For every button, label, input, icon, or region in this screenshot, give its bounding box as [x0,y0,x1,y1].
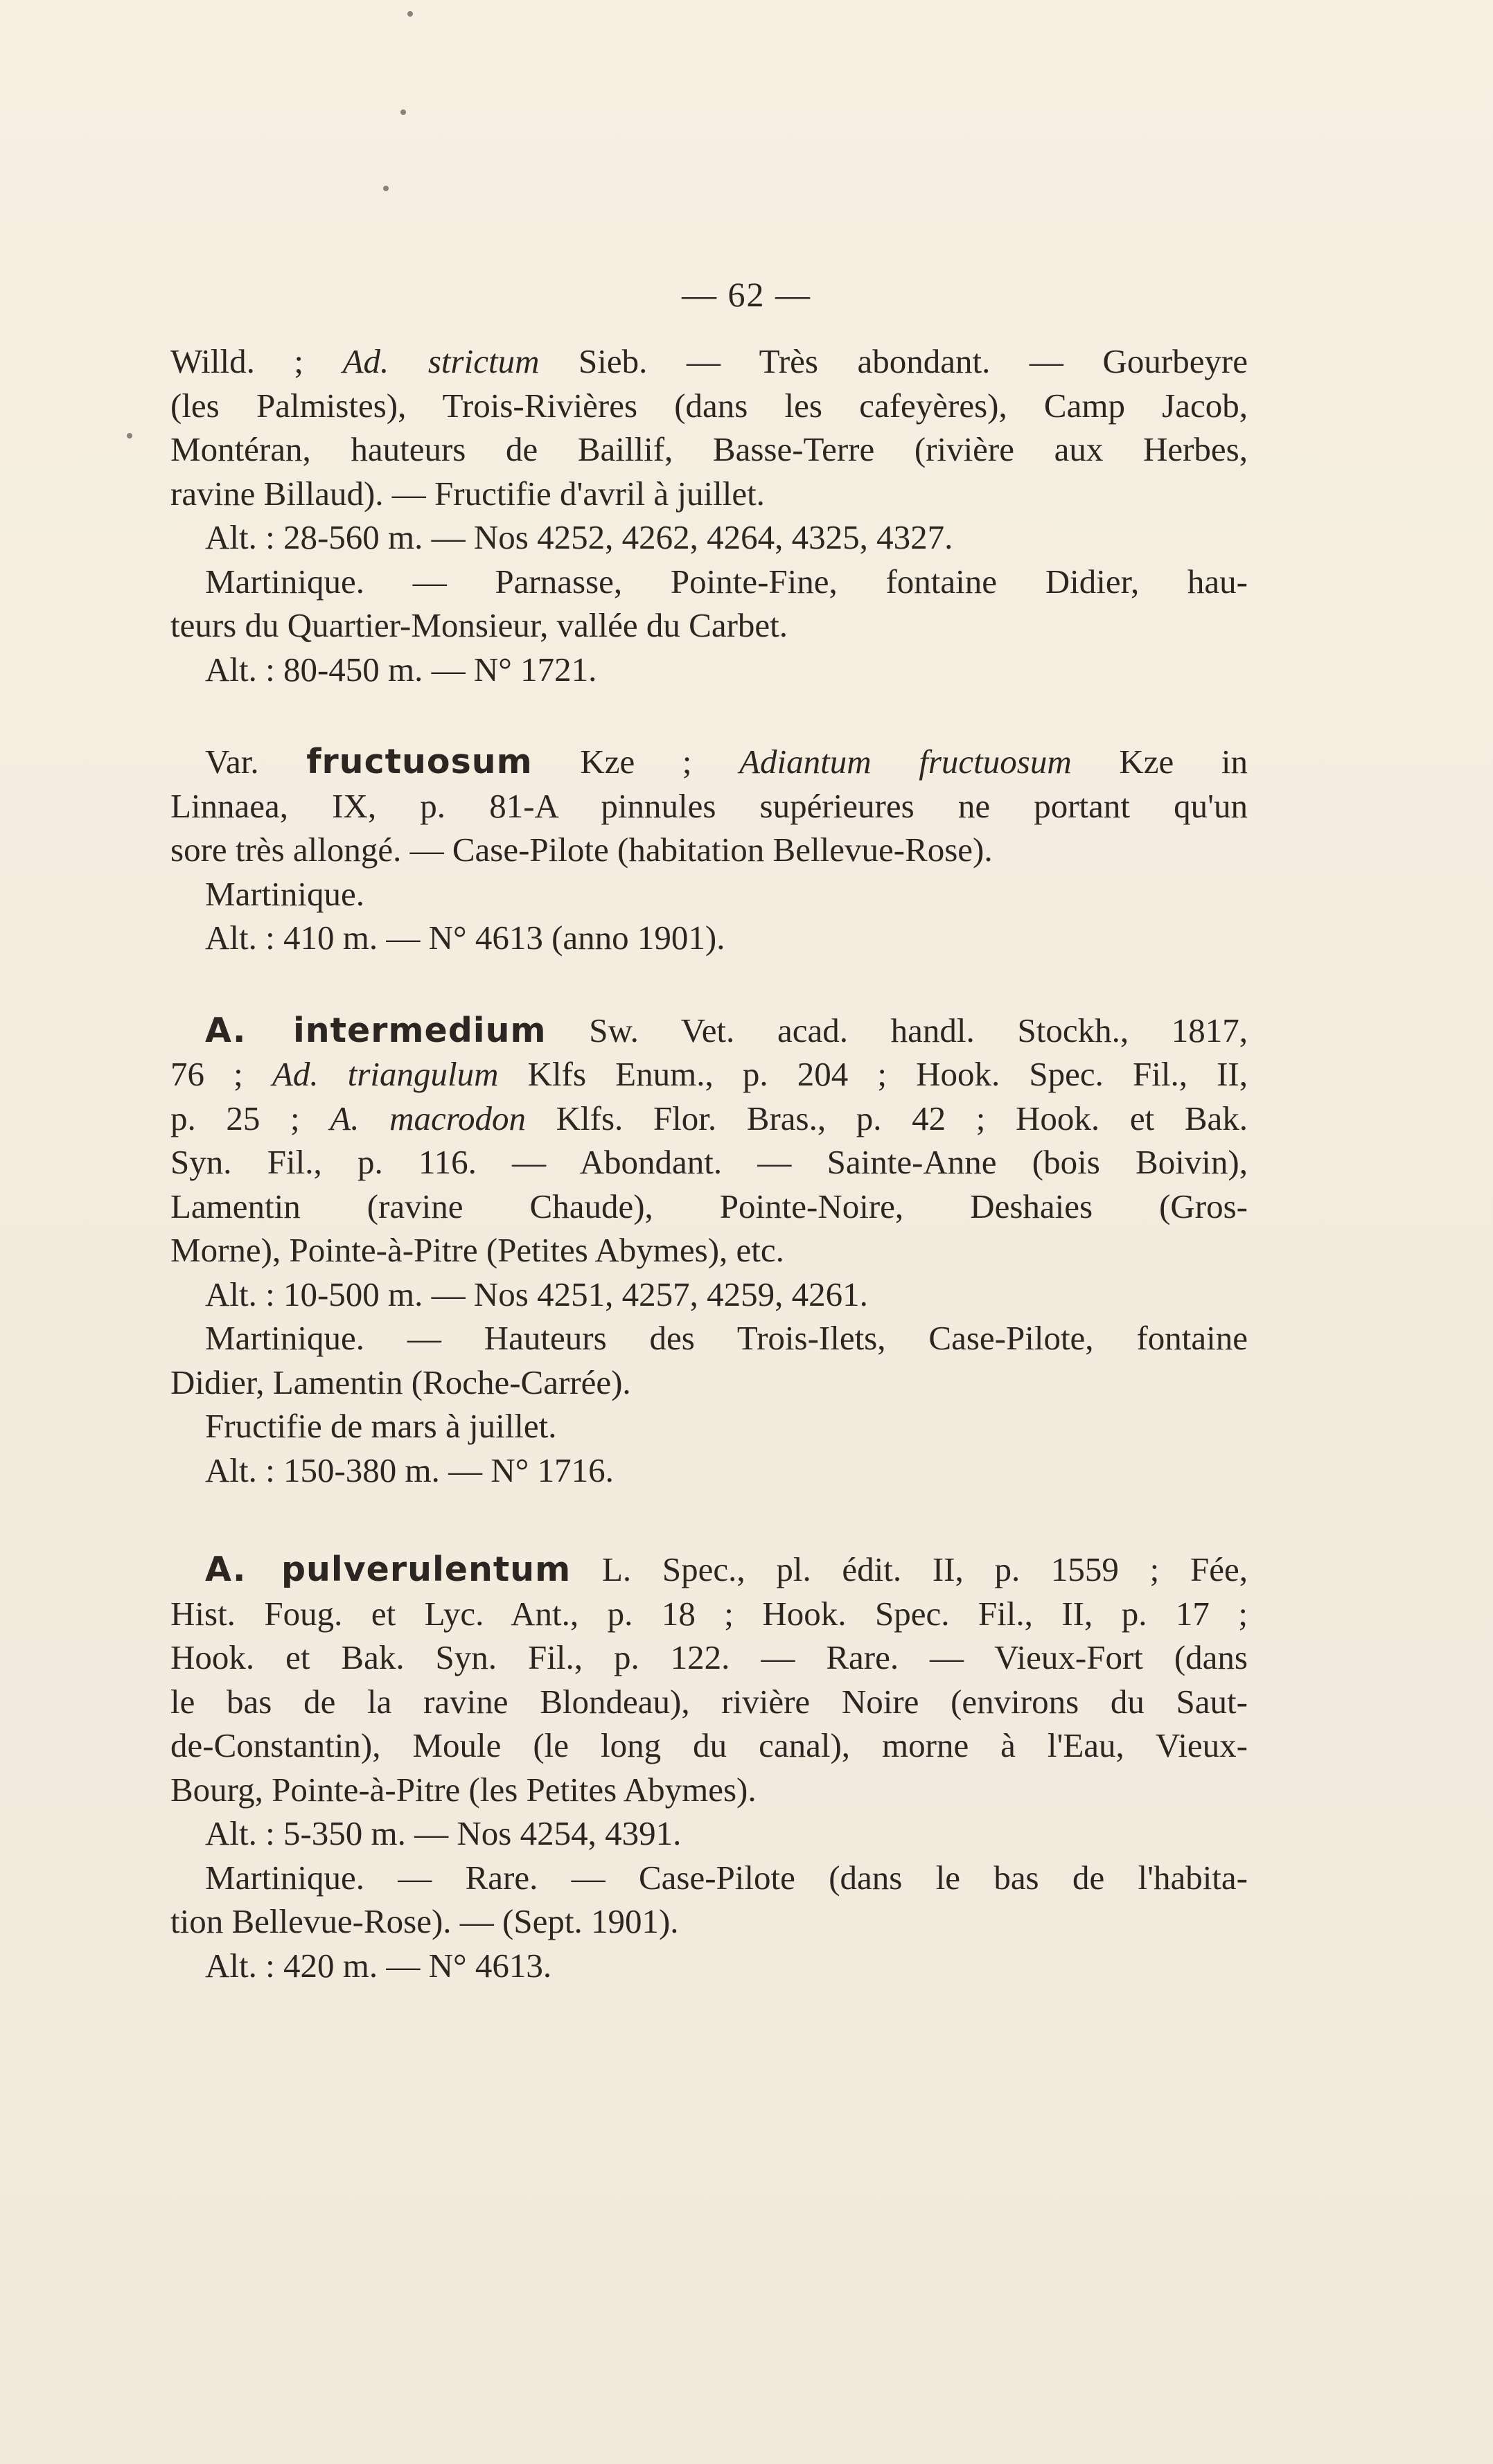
text-line: Alt. : 5-350 m. — Nos 4254, 4391. [205,1814,682,1852]
text-line: Linnaea, IX, p. 81-A pinnules supérieures ne portant qu'un [170,786,1248,825]
entry-strictum [170,339,1248,691]
spacer [170,960,1248,1009]
text-line: A. pulverulentum L. Spec., pl. édit. II, p. 1559 ; Fée, [205,1550,1248,1589]
text-line: Alt. : 80-450 m. — N° 1721. [205,650,597,689]
text-line: Alt. : 28-560 m. — Nos 4252, 4262, 4264, 4325, 4327. [205,518,953,556]
page-number: — 62 — [682,275,811,314]
text-line: Martinique. [205,874,364,913]
page-body [170,339,1248,1987]
text-line: Fructifie de mars à juillet. [205,1407,557,1445]
text-line: Martinique. — Parnasse, Pointe-Fine, fontaine Didier, hau- [205,562,1248,601]
text-line: Alt. : 420 m. — N° 4613. [205,1946,552,1985]
text-line: tion Bellevue-Rose). — (Sept. 1901). [170,1902,679,1940]
text-line: teurs du Quartier-Monsieur, vallée du Carbet. [170,606,788,644]
text-line: le bas de la ravine Blondeau), rivière Noire (environs du Saut- [170,1682,1248,1721]
entry-intermedium [170,1009,1248,1493]
text-line: Martinique. — Rare. — Case-Pilote (dans le bas de l'habita- [205,1858,1248,1897]
text-line: Alt. : 410 m. — N° 4613 (anno 1901). [205,919,725,957]
text-line: 76 ; Ad. triangulum Klfs Enum., p. 204 ; Hook. Spec. Fil., II, [170,1055,1248,1093]
speck [383,186,389,191]
text-line: Syn. Fil., p. 116. — Abondant. — Sainte-Anne (bois Boivin), [170,1143,1248,1181]
text-line: p. 25 ; A. macrodon Klfs. Flor. Bras., p. 42 ; Hook. et Bak. [170,1099,1248,1137]
text-line: Morne), Pointe-à-Pitre (Petites Abymes), etc. [170,1231,784,1269]
spacer [170,1492,1248,1548]
text-line: de-Constantin), Moule (le long du canal), morne à l'Eau, Vieux- [170,1726,1248,1764]
text-line: Didier, Lamentin (Roche-Carrée). [170,1363,631,1401]
spacer [170,691,1248,740]
text-line: (les Palmistes), Trois-Rivières (dans les cafeyères), Camp Jacob, [170,386,1248,425]
text-line: Hook. et Bak. Syn. Fil., p. 122. — Rare. — Vieux-Fort (dans [170,1638,1248,1676]
text-line: Lamentin (ravine Chaude), Pointe-Noire, Deshaies (Gros- [170,1187,1248,1225]
speck [127,433,132,438]
entry-pulverulentum [170,1548,1248,1987]
entry-fructuosum [170,740,1248,960]
text-line: Hist. Foug. et Lyc. Ant., p. 18 ; Hook. Spec. Fil., II, p. 17 ; [170,1594,1248,1633]
text-line: Bourg, Pointe-à-Pitre (les Petites Abymes). [170,1770,757,1809]
speck [400,109,406,115]
text-line: ravine Billaud). — Fructifie d'avril à juillet. [170,474,765,513]
text-line: Alt. : 150-380 m. — N° 1716. [205,1451,614,1489]
text-line: Var. fructuosum Kze ; Adiantum fructuosum Kze in [205,742,1248,781]
text-line: Martinique. — Hauteurs des Trois-Ilets, Case-Pilote, fontaine [205,1319,1248,1357]
text-line: sore très allongé. — Case-Pilote (habitation Bellevue-Rose). [170,831,993,869]
text-line: A. intermedium Sw. Vet. acad. handl. Stockh., 1817, [205,1010,1248,1050]
text-line: Montéran, hauteurs de Baillif, Basse-Terre (rivière aux Herbes, [170,430,1248,468]
speck [407,11,413,17]
text-line: Willd. ; Ad. strictum Sieb. — Très abondant. — Gourbeyre [170,342,1248,380]
text-line: Alt. : 10-500 m. — Nos 4251, 4257, 4259, 4261. [205,1275,868,1313]
